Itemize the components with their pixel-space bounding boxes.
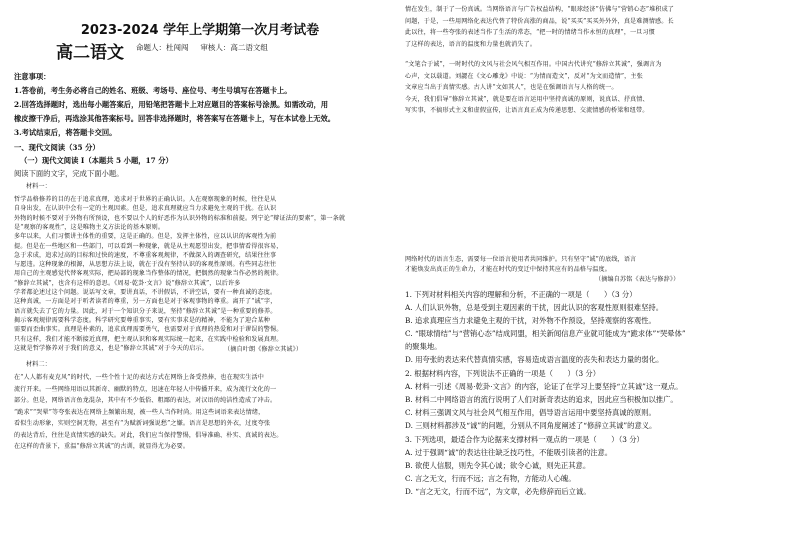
material1-line: 这种真诚，一方面是对于听者读者的尊重，另一方面也是对于客观事物的尊重。离开了“诚”字， [14,298,277,306]
material3-line: 今天，我们倡导“修辞立其诚”，就是要在语言运用中坚持真诚的原则，说真话、抒真情、 [405,95,649,103]
material2-cont-line: 情在发生，制于了一份真诚。当网络语言与广告权益结构，“眼球经济”仿佛与“营销心态”堆积成了 [405,6,675,13]
question-option: C. “眼球情结”与“营销心态”结成同盟，相关新闻信息产业就可能成为“跪求体”“哭晕体” [405,329,686,338]
material2-line: 看似生动形象，实则空洞无物，甚至有“为赋新词强说愁”之嫌。语言是思想的外衣，过度夸张 [14,420,271,427]
material1-line: 自身出发，在认识中会有一定的主观因素。但是，追求真理就应当力求避免主观的干扰。在认识 [14,205,277,213]
material1-line: 语言就失去了它的力量。因此，对于一个知识分子来说，坚持“修辞立其诚”是一种重要的修养。 [14,307,277,315]
material1-line: 多年以来，人们习惯讲主体性的重要，这是正确的。但是，发挥主体性，应以认识的客观性为前 [14,233,277,241]
material1-line: 是“观察的客观性”，这是唯物主义方法论的基本原则。 [14,223,165,231]
note-item: 1.答卷前，考生务必将自己的姓名、班级、考场号、座位号、考生号填写在答题卡上。 [14,86,292,95]
material2-cont-line: 问题，于是，一些用网络化表达代替了特价高涨的商品，说“买买”买买外外外，真是难测情感。长 [405,17,674,25]
setter-label: 命题人：杜闯闯 [136,43,189,52]
question-option: D. 三则材料都涉及“诚”的问题，分别从不同角度阐述了“修辞立其诚”的意义。 [405,421,657,430]
question-option: B. 欲使人信服，则先令其心诚；欲令心诚，则先正其意。 [405,461,591,470]
question-option: B. 追求真理应当力求避免主观的干扰，对外物不作预设，坚持观察的客观性。 [405,316,656,325]
section-heading: 一、现代文阅读（35 分） [14,143,100,152]
question-stem: 3. 下列选项，最适合作为论据来支撑材料一观点的一项是（ ）（3 分） [405,435,644,444]
question-option: 的聚集地。 [405,342,442,351]
material1-line: 急于求成，追求过高的目标和过快的速度，不尊重客观规律，不做深入的调查研究，结果往往事 [14,251,277,259]
question-option: A. 人们认识外物，总是受到主观因素的干扰，因此认识的客观性原则很难坚持。 [405,303,663,312]
exam-meta [136,42,268,53]
question-option: C. 材料三强调文风与社会风气相互作用，倡导语言运用中要坚持真诚的原则。 [405,408,656,417]
material1-line: 只有这样，我们才能不断接近真理，把主观认识和客观实际统一起来，在实践中检验和发展真理。 [14,335,283,343]
question-option: B. 材料二中网络语言的流行说明了人们对新奇表达的追求，因此应当积极加以推广。 [405,395,678,404]
material2-line: 的表达背后，往往是真情实感的缺失。对此，我们应当保持警惕，倡导准确、朴实、真诚的表达。 [14,431,283,439]
material2-line: 在“人人都有麦克风”的时代，一些个性十足的表达方式在网络上备受热捧，也在现实生活中 [14,374,265,381]
material1-line: “修辞立其诚”，也含有这样的意思。《周易·乾卦·文言》说“修辞立其诚”，以后许多 [14,279,241,287]
note-item: 3.考试结束后，将答题卡交回。 [14,128,117,137]
material3-line: 写实事，不搞形式主义和虚假宣传，让语言真正成为传递思想、交流情感的桥梁和纽带。 [405,107,649,114]
question-option: D. “言之无文，行而不远”，为文章，必先修辞而后立诚。 [405,487,591,496]
reviewer-label: 审核人：高二语文组 [200,43,268,52]
left-column [14,0,386,560]
material1-line: 需要而歪曲事实。真理是朴素的，追求真理需要勇气，也需要对于真理的热爱和对于谬误的警惕。 [14,326,283,334]
material2-line: 部分。但是，网络语言鱼龙混杂，其中有不少低俗、粗鄙的表达，对汉语的纯洁性造成了冲击。 [14,397,277,404]
material1-line: 揭示客观规律需要科学态度。科学研究要尊重事实，要有实事求是的精神，不能为了迎合某种 [14,316,270,324]
material1-line: 这就是哲学修养对于我们的意义，也是“修辞立其诚”对于今天的启示。 [14,344,208,352]
material1-source: （摘自叶朗《修辞立其诚》） [224,346,303,353]
material2-cont-line: 了这样的表达，语言的温度和力量也就消失了。 [405,40,537,48]
material1-line: 外物的时候不要对于外物有所预设，也不要以个人的好恶作为认识外物的标准和前提。列宁论“辩证法的要素”，第一条就 [14,214,346,222]
question-stem: 1. 下列对材料相关内容的理解和分析，不正确的一项是（ ）（3 分） [405,290,637,299]
exam-subject: 高二语文 [56,43,124,63]
material2-cont-line: 此以往，将一些夸张的表述当作了生活的常态，“把一时的情绪当作永恒的真理”，一旦习惯 [405,29,656,36]
material1-line: 提。但是在一些地区和一些部门，可以看到一种现象，就是从主观愿望出发，把事情看得很容易， [14,242,283,250]
material3-tail-line: 网络时代的语言生态，需要每一位语言使用者共同维护。只有坚守“诚”的底线，语言 [405,256,637,263]
notes-heading: 注意事项： [14,72,51,81]
question-option: C. 言之无文，行而不远；言之有物，方能动人心魄。 [405,474,576,483]
material2-line: 流行开来。一些网络用语以其新奇、幽默的特点，迅速在年轻人中传播开来，成为流行文化的一 [14,385,277,393]
material1-line: 与愿违。这种现象的根源，从思想方法上说，就在于没有坚持认识的客观性原则。有些同志往往 [14,261,277,269]
material1-label: 材料一： [26,183,51,190]
material2-line: “跪求”“哭晕”等夸张表达在网络上频繁出现，被一些人当作时尚。用这些词语来表达情绪， [14,408,265,416]
material1-line: 哲学品格修养的目的在于追求真理，追求对于世界的正确认识。人在观察现象的时候，往往是从 [14,196,277,203]
material2-label: 材料二： [26,361,51,368]
material1-line: 学者都论述过这个问题。说话写文章，要讲真话，不讲假话，不讲空话，要有一种真诚的态度。 [14,289,277,296]
exam-title: 2023-2024 学年上学期第一次月考试卷 [80,23,320,38]
material3-line: 心声，文以载道。刘勰在《文心雕龙》中说：“为情而造文”，反对“为文而造情”，主张 [405,72,643,80]
right-column [405,0,783,560]
question-stem: 2. 根据材料内容，下列说法不正确的一项是（ ）（3 分） [405,369,601,378]
material1-line: 用自己的主观感觉代替客观实际，把局部的现象当作整体的情况，把偶然的现象当作必然的规律。 [14,270,283,278]
material3-line: 文章应当出于真情实感。古人讲“文如其人”，也是在强调语言与人格的统一。 [405,84,618,91]
material3-source: （摘编自苏铭《表达与修辞》） [595,276,680,283]
question-option: A. 过于强调“诚”的表达往往缺乏技巧性，不能吸引读者的注意。 [405,448,613,457]
section-sub-heading: （一）现代文阅读 Ⅰ（本题共 5 小题，17 分） [20,156,173,165]
note-item: 橡皮擦干净后，再选涂其他答案标号。回答非选择题时，将答案写在答题卡上，写在本试卷上无效。 [14,114,336,123]
question-option: A. 材料一引述《周易·乾卦·文言》的内容，论证了在学习上要坚持“立其诚”这一观点。 [405,382,683,391]
material3-tail-line: 才能焕发出真正的生命力，才能在时代的变迁中保持其应有的品格与温度。 [405,265,612,273]
material2-line: 在这样的背景下，重温“修辞立其诚”的古训，就显得尤为必要。 [14,443,190,450]
instruction: 阅读下面的文字，完成下面小题。 [14,169,124,178]
material3-line: “文笔合于诚”，一时时代的文风与社会风气相互作用。中国古代讲究“修辞立其诚”，强调言为 [405,61,662,68]
note-item: 2.回答选择题时，选出每小题答案后，用铅笔把答题卡上对应题目的答案标号涂黑。如需改动，用 [14,100,329,109]
question-option: D. 用夸张的表达来代替真情实感，容易造成语言温度的丧失和表达力量的弱化。 [405,355,664,364]
